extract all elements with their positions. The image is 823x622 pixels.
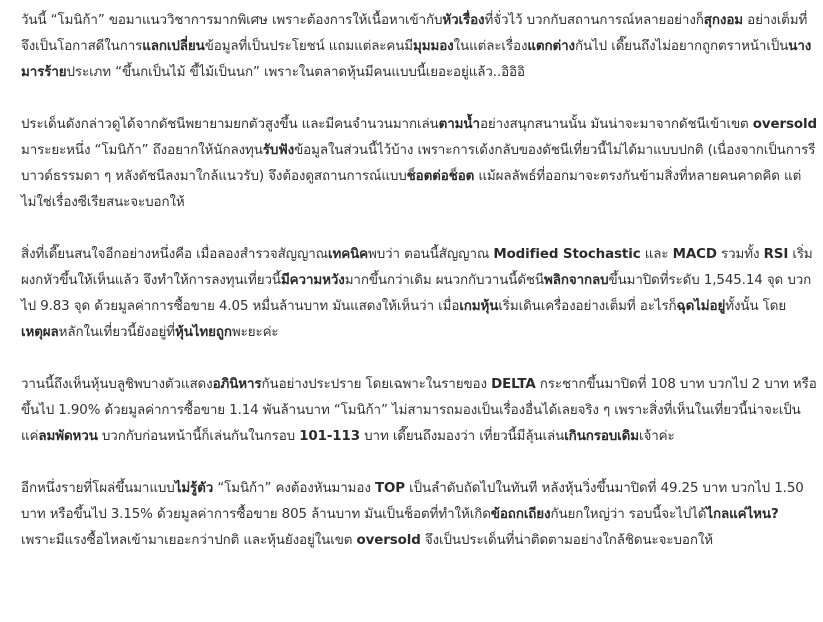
text-run: วันนี้ “โมนิก้า” ขอมาแนววิชาการมากพิเศษ เพราะต้องการให้เนื้อหาเข้ากับ xyxy=(21,13,443,28)
bold-text: 101-113 xyxy=(299,429,360,444)
bold-text: สุกงอม xyxy=(703,13,743,28)
bold-text: ฉุดไม่อยู่ xyxy=(676,299,726,314)
bold-text: นางมารร้าย xyxy=(21,39,812,80)
text-run: สิ่งที่เดี๊ยนสนใจอีกอย่างหนึ่งคือ เมื่อลองสำรวจสัญญาณ xyxy=(21,247,329,262)
text-run: เจ้าค่ะ xyxy=(638,429,675,444)
paragraph-1 xyxy=(21,8,817,86)
bold-text: อภินิหาร xyxy=(212,377,262,392)
bold-text: แตกต่าง xyxy=(527,39,575,54)
text-run: ขึ้นมาปิดที่ระดับ 1,545.14 จุด บวกไป 9.83 จุด ด้วยมูลค่าการซื้อขาย 4.05 หมื่นล้านบาท มันแสดงให้เห็นว่า เมื่อ xyxy=(21,273,812,314)
text-run: รวมทั้ง xyxy=(716,247,764,262)
bold-text: มีความหวัง xyxy=(280,273,345,288)
bold-text: DELTA xyxy=(491,377,536,392)
text-run: กันอย่างประปราย โดยเฉพาะในรายของ xyxy=(261,377,492,392)
text-run: กันไป เดี๊ยนถึงไม่อยากถูกตราหน้าเป็น xyxy=(574,39,789,54)
bold-text: ช็อตต่อช็อต xyxy=(406,169,475,184)
text-run: มาระยะหนึ่ง “โมนิก้า” ถึงอยากให้นักลงทุน xyxy=(21,143,263,158)
bold-text: แลกเปลี่ยน xyxy=(142,39,205,54)
text-run: ข้อมูลในส่วนนี้ไว้บ้าง เพราะการเด้งกลับของดัชนีเที่ยวนี้ไม่ได้มาแบบปกติ (เนื่องจากเป็นการรีบาวด์ธรรมดา ๆ หลังดัชนีลงมาใกล้แนวรับ) จึงต้องดูสถานการณ์แบบ xyxy=(21,143,816,184)
text-run: เริ่มผงกหัวขึ้นให้เห็นแล้ว จึงทำให้การลงทุนเที่ยวนี้ xyxy=(21,247,813,288)
bold-text: เกินกรอบเดิม xyxy=(564,429,639,444)
bold-text: พลิกจากลบ xyxy=(543,273,609,288)
bold-text: เหตุผล xyxy=(21,325,59,340)
text-run: พะยะค่ะ xyxy=(231,325,279,340)
paragraph-2 xyxy=(21,112,817,216)
text-run: เริ่มเดินเครื่องอย่างเต็มที่ อะไรก็ xyxy=(498,299,677,314)
paragraph-5 xyxy=(21,476,817,554)
text-run: เพราะมีแรงซื้อไหลเข้ามาเยอะกว่าปกติ และหุ้นยังอยู่ในเขต xyxy=(21,533,357,548)
text-run: พบว่า ตอนนี้สัญญาณ xyxy=(368,247,494,262)
text-run: และ xyxy=(640,247,673,262)
text-run: เป็นลำดับถัดไปในทันที หลังหุ้นวิ่งขึ้นมาปิดที่ 49.25 บาท บวกไป 1.50 บาท หรือขึ้นไป 3.15% ด้วยมูลค่าการซื้อขาย 805 ล้านบาท มันเป็นช็อตที่ทำให้เกิด xyxy=(21,481,804,522)
bold-text: ลมพัดหวน xyxy=(38,429,98,444)
bold-text: ไกลแค่ไหน? xyxy=(706,507,779,522)
bold-text: RSI xyxy=(763,247,789,262)
bold-text: Modified Stochastic xyxy=(493,247,641,262)
bold-text: ไม่รู้ตัว xyxy=(174,481,214,496)
bold-text: มุมมอง xyxy=(413,39,454,54)
text-run: อีกหนึ่งรายที่โผล่ขึ้นมาแบบ xyxy=(21,481,175,496)
bold-text: TOP xyxy=(374,481,405,496)
bold-text: หัวเรื่อง xyxy=(442,13,485,28)
text-run: หลักในเที่ยวนี้ยังอยู่ที่ xyxy=(58,325,176,340)
bold-text: เกมหุ้น xyxy=(459,299,499,314)
text-run: จึงเป็นประเด็นที่น่าติดตามอย่างใกล้ชิดนะจะบอกให้ xyxy=(420,533,713,548)
bold-text: หุ้นไทยถูก xyxy=(175,325,232,340)
text-run: อย่างสนุกสนานนั้น มันน่าจะมาจากดัชนีเข้าเขต xyxy=(479,117,753,132)
text-run: ในแต่ละเรื่อง xyxy=(453,39,528,54)
bold-text: ข้อถกเถียง xyxy=(490,507,551,522)
text-run: กระชากขึ้นมาปิดที่ 108 บาท บวกไป 2 บาท หรือขึ้นไป 1.90% ด้วยมูลค่าการซื้อขาย 1.14 พันล้านบาท “โมนิก้า” ไม่สามารถมองเป็นเรื่องอื่นได้เลยจริง ๆ เพราะสิ่งที่เห็นในเที่ยวนี้น่าจะเป็นแค่ xyxy=(21,377,817,444)
bold-text: ตามน้ำ xyxy=(438,117,480,132)
bold-text: เทคนิค xyxy=(328,247,368,262)
bold-text: oversold xyxy=(356,533,421,548)
text-run: มากขึ้นกว่าเดิม ผนวกกับวานนี้ดัชนี xyxy=(344,273,544,288)
paragraph-4 xyxy=(21,372,817,450)
text-run: กันยกใหญ่ว่า รอบนี้จะไปได้ xyxy=(550,507,707,522)
text-run: ข้อมูลที่เป็นประโยชน์ แถมแต่ละคนมี xyxy=(204,39,414,54)
bold-text: oversold xyxy=(752,117,817,132)
text-run: ทั้งนั้น โดย xyxy=(725,299,787,314)
text-run: แม้ผลลัพธ์ที่ออกมาจะตรงกันข้ามสิ่งที่หลายคนคาดคิด แต่ไม่ใช่เรื่องซีเรียสนะจะบอกให้ xyxy=(21,169,802,210)
paragraph-3 xyxy=(21,242,817,346)
text-run: วานนี้ถึงเห็นหุ้นบลูชิพบางตัวแสดง xyxy=(21,377,213,392)
bold-text: MACD xyxy=(672,247,717,262)
text-run: อย่างเต็มที่ จึงเป็นโอกาสดีในการ xyxy=(21,13,808,54)
text-run: ที่จั่วไว้ บวกกับสถานการณ์หลายอย่างก็ xyxy=(484,13,704,28)
text-run: ประเภท “ขึ้นกเป็นไม้ ขี้ไม้เป็นนก” เพราะในตลาดหุ้นมีคนแบบนี้เยอะอยู่แล้ว..อิอิอิ xyxy=(66,65,525,80)
text-run: บาท เดี๊ยนถึงมองว่า เที่ยวนี้มีลุ้นเล่น xyxy=(359,429,565,444)
text-run: บวกกับก่อนหน้านี้ก็เล่นกันในกรอบ xyxy=(97,429,300,444)
bold-text: รับฟัง xyxy=(262,143,295,158)
text-run: “โมนิก้า” คงต้องหันมามอง xyxy=(213,481,375,496)
text-run: ประเด็นดังกล่าวดูได้จากดัชนีพยายามยกตัวสูงขึ้น และมีคนจำนวนมากเล่น xyxy=(21,117,439,132)
